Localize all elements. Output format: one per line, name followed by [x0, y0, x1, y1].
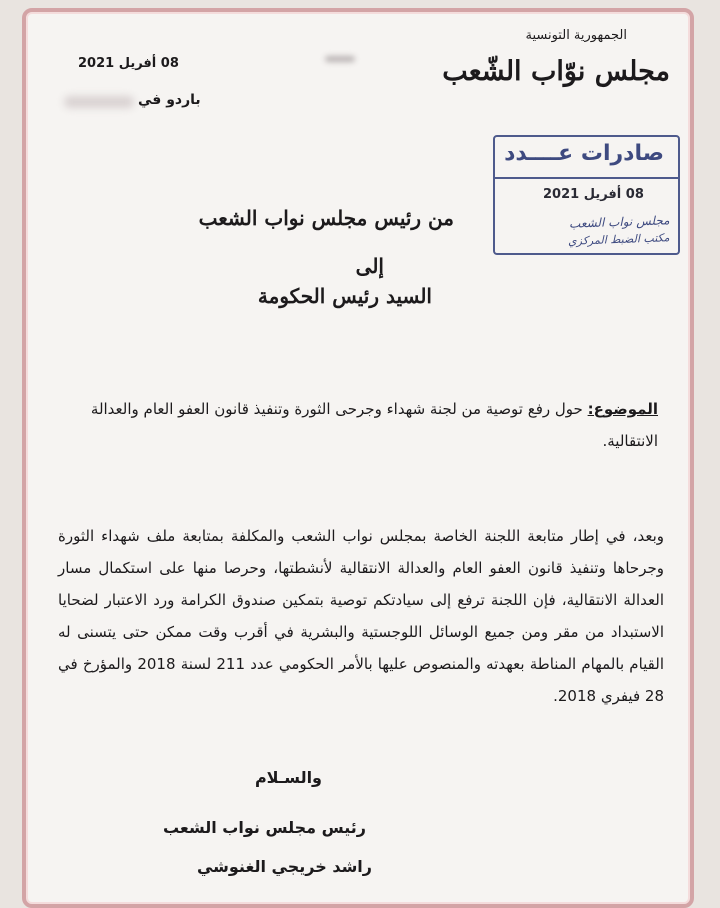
- institution-name: مجلس نوّاب الشّعب: [442, 56, 670, 87]
- signatory-title: رئيس مجلس نواب الشعب: [162, 818, 366, 837]
- place-label: باردو في: [138, 92, 201, 108]
- redacted-smudge: [64, 96, 134, 108]
- stamp-title: صادرات عــــدد: [504, 141, 664, 166]
- signatory-name: راشد خريجي الغنوشي: [196, 857, 372, 876]
- recipient: السيد رئيس الحكومة: [257, 284, 432, 308]
- subject-paragraph: [58, 393, 658, 457]
- subject-text: حول رفع توصية من لجنة شهداء وجرحى الثورة وتنفيذ قانون العفو العام والعدالة الانتقالية.: [90, 400, 658, 450]
- body-paragraph: وبعد، في إطار متابعة اللجنة الخاصة بمجلس نواب الشعب والمكلفة بمتابعة ملف شهداء الثورة وجرحاها وتنفيذ قانون العفو العام والعدالة الانتقالية لأنشطتها، وحرصا منها على استكمال مسار العدالة الانتقالية، فإن اللجنة ترفع إلى سيادتكم توصية بتمكين صندوق الكرامة ورد الاعتبار لضحايا الاستبداد من مقر ومن جميع الوسائل اللوجستية والبشرية في أقرب وقت ممكن حتى يتسنى له القيام بالمهام المناطة بعهدته والمنصوص عليها بالأمر الحكومي عدد 211 لسنة 2018 والمؤرخ في 28 فيفري 2018.: [58, 527, 664, 705]
- top-date: 08 أفريل 2021: [78, 56, 179, 71]
- subject-label: الموضوع:: [587, 400, 658, 418]
- stamp-line-1: مجلس نواب الشعب: [569, 213, 671, 231]
- to-label: إلى: [355, 254, 384, 278]
- stamp-date: 08 أفريل 2021: [543, 187, 644, 202]
- ink-mark: [325, 56, 355, 62]
- registry-stamp: [493, 135, 680, 255]
- stamp-line-2: مكتب الضبط المركزي: [568, 231, 671, 248]
- stamp-divider: [495, 177, 678, 179]
- country-name: الجمهورية التونسية: [525, 28, 627, 43]
- sender: من رئيس مجلس نواب الشعب: [198, 206, 454, 230]
- closing-salutation: والسـلام: [254, 768, 322, 787]
